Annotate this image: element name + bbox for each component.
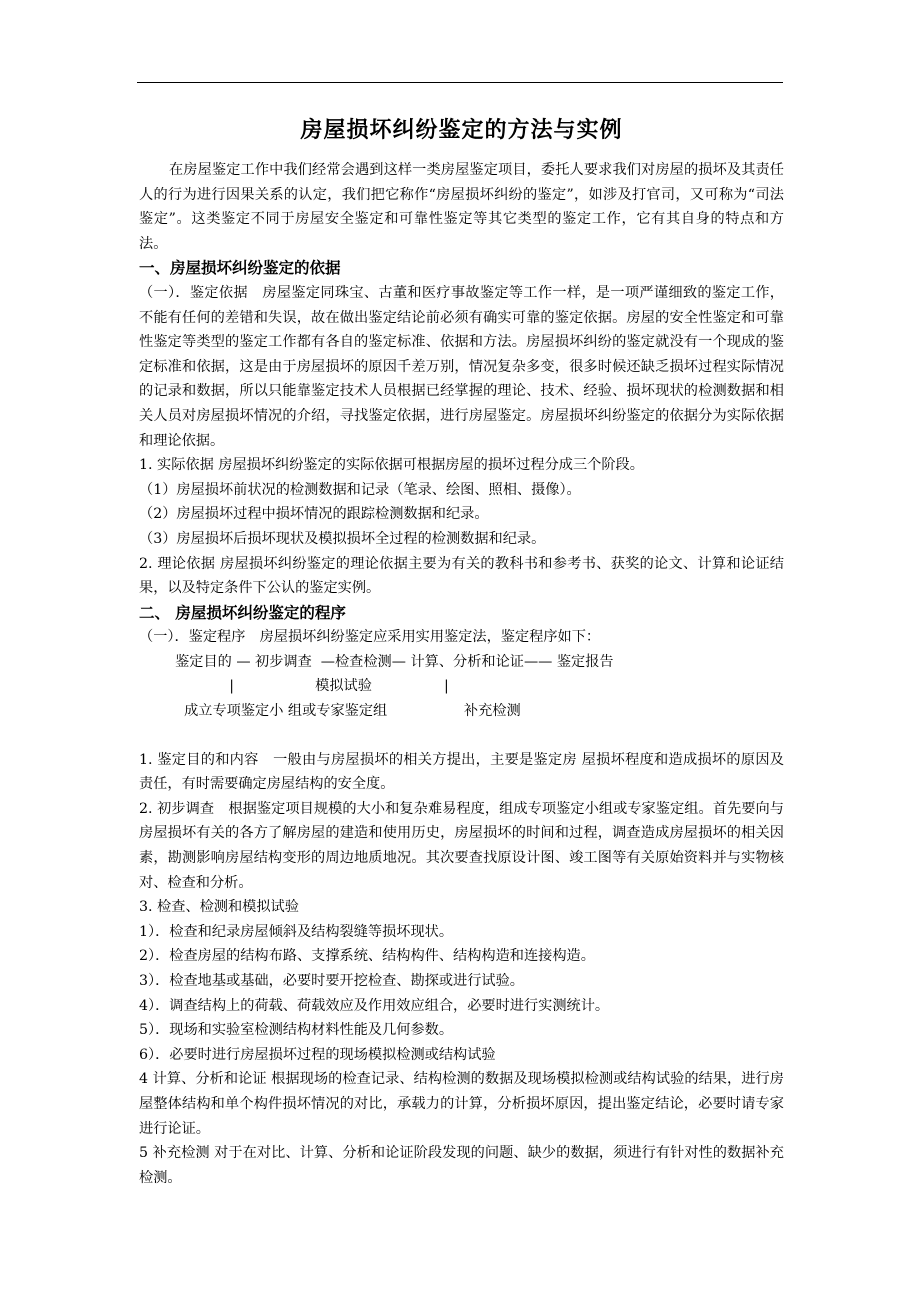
page-title: 房屋损坏纠纷鉴定的方法与实例 [300,117,623,143]
section2-subitem-1: 1）．检查和纪录房屋倾斜及结构裂缝等损坏现状。 [139,923,454,940]
section2-subitem-4: 4）．调查结构上的荷载、荷载效应及作用效应组合，必要时进行实测统计。 [139,997,610,1014]
section2-subitem-3: 3）．检查地基或基础，必要时要开挖检查、勘探或进行试验。 [139,973,524,989]
flow-line-branches: | 模拟试验 | [139,678,449,695]
section1-subitem-3: （3）房屋损坏后损坏现状及模拟损坏全过程的检测数据和纪录。 [139,530,546,547]
section2-subitem-5: 5）．现场和实验室检测结构材料性能及几何参数。 [139,1022,454,1039]
section2-subitem-2: 2）．检查房屋的结构布路、支撑系统、结构构件、结构构造和连接构造。 [139,948,595,965]
section1-paragraph: （一）．鉴定依据 房屋鉴定同珠宝、古董和医疗事故鉴定等工作一样，是一项严谨细致的鉴定工作，不能有任何的差错和失误，故在做出鉴定结论前必须有确实可靠的鉴定依据。房屋的安全性鉴定和可靠性鉴定等类型的鉴定工作都有各自的鉴定标准、依据和方法。房屋损坏纠纷的鉴定就没有一个现成的鉴定标准和依据，这是由于房屋损坏的原因千差万别，情况复杂多变，很多时候还缺乏损坏过程实际情况的记录和数据，所以只能靠鉴定技术人员根据已经掌握的理论、技术、经验、损坏现状的检测数据和相关人员对房屋损坏情况的介绍，寻找鉴定依据，进行房屋鉴定。房屋损坏纠纷鉴定的依据分为实际依据和理论依据。 [139,284,784,449]
section2-item-5: 5 补充检测 对于在对比、计算、分析和论证阶段发现的问题、缺少的数据，须进行有针对性的数据补充检测。 [139,1145,784,1186]
section1-subitem-2: （2）房屋损坏过程中损坏情况的跟踪检测数据和纪录。 [139,506,489,523]
spacer [139,724,784,748]
procedure-flowchart [139,650,784,724]
document-body [139,116,784,1190]
section1-item-2: 2. 理论依据 房屋损坏纠纷鉴定的理论依据主要为有关的教科书和参考书、获奖的论文、计算和论证结果，以及特定条件下公认的鉴定实例。 [139,555,784,597]
section1-item-1: 1. 实际依据 房屋损坏纠纷鉴定的实际依据可根据房屋的损坏过程分成三个阶段。 [139,457,644,474]
section2-item-1: 1. 鉴定目的和内容 一般由与房屋损坏的相关方提出，主要是鉴定房 屋损坏程度和造成损坏的原因及责任，有时需要确定房屋结构的安全度。 [139,751,784,793]
section1-heading: 一、房屋损坏纠纷鉴定的依据 [139,258,341,278]
section1-subitem-1: （1）房屋损坏前状况的检测数据和记录（笔录、绘图、照相、摄像）。 [139,481,581,498]
flow-line-sub: 成立专项鉴定小 组或专家鉴定组 补充检测 [139,703,521,720]
header-rule [137,82,783,83]
section2-heading: 二、 房屋损坏纠纷鉴定的程序 [139,602,346,622]
section2-subitem-6: 6）．必要时进行房屋损坏过程的现场模拟检测或结构试验 [139,1046,496,1063]
section2-paragraph: （一）．鉴定程序 房屋损坏纠纷鉴定应采用实用鉴定法，鉴定程序如下： [139,629,601,646]
section2-item-3: 3. 检查、检测和模拟试验 [139,899,299,916]
section2-item-2: 2. 初步调查 根据鉴定项目规模的大小和复杂难易程度，组成专项鉴定小组或专家鉴定组。首先要向与房屋损坏有关的各方了解房屋的建造和使用历史，房屋损坏的时间和过程，调查造成房屋损坏的相关因素，勘测影响房屋结构变形的周边地质地况。其次要查找原设计图、竣工图等有关原始资料并与实物核对、检查和分析。 [139,800,784,891]
intro-paragraph: 在房屋鉴定工作中我们经常会遇到这样一类房屋鉴定项目，委托人要求我们对房屋的损坏及其责任人的行为进行因果关系的认定，我们把它称作“房屋损坏纠纷的鉴定”，如涉及打官司，又可称为“司法鉴定”。这类鉴定不同于房屋安全鉴定和可靠性鉴定等其它类型的鉴定工作，它有其自身的特点和方法。 [139,162,784,252]
section2-item-4: 4 计算、分析和论证 根据现场的检查记录、结构检测的数据及现场模拟检测或结构试验的结果，进行房屋整体结构和单个构件损坏情况的对比，承载力的计算，分析损坏原因，提出鉴定结论，必要时请专家进行论证。 [139,1071,784,1137]
flow-line-main: 鉴定目的 — 初步调查 —检查检测— 计算、分析和论证—— 鉴定报告 [139,653,614,670]
